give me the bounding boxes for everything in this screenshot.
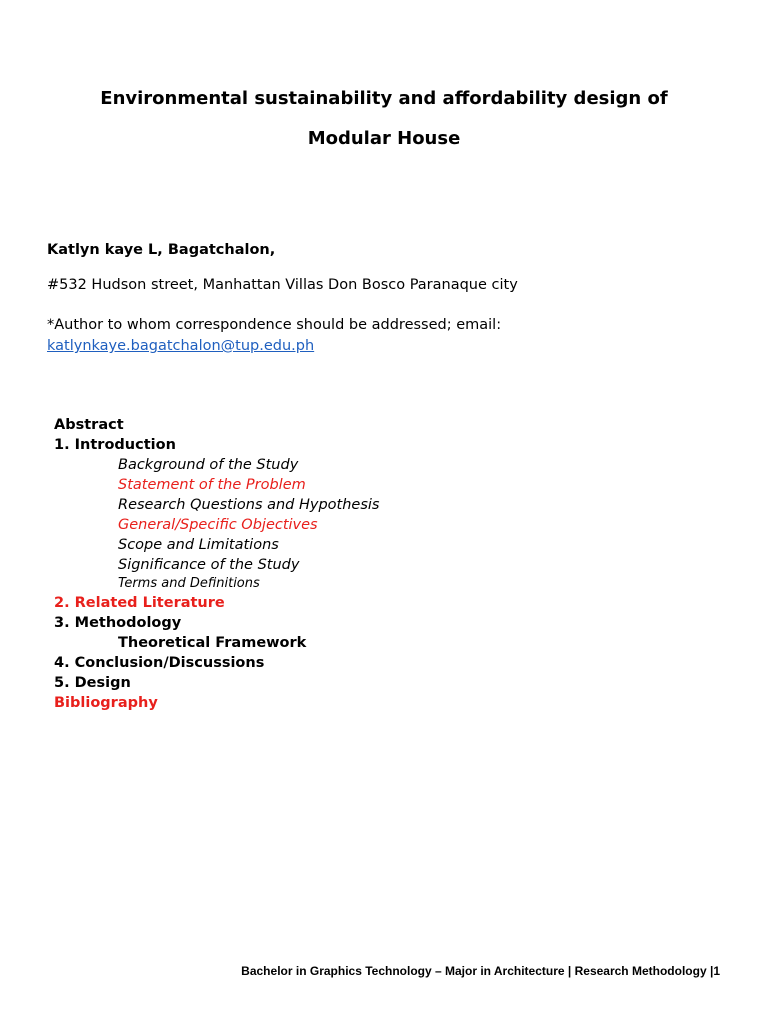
toc-design: 5. Design [54,675,131,691]
toc-introduction: 1. Introduction [54,437,176,453]
author-address: #532 Hudson street, Manhattan Villas Don Bosco Paranaque city [47,277,518,293]
document-title-line-2: Modular House [307,128,461,149]
toc-background: Background of the Study [118,457,299,473]
toc-statement-of-problem: Statement of the Problem [118,477,306,493]
document-title-line-1: Environmental sustainability and affordability design of [100,88,668,109]
toc-research-questions: Research Questions and Hypothesis [118,497,380,513]
toc-significance: Significance of the Study [118,557,300,573]
toc-theoretical-framework: Theoretical Framework [118,635,307,651]
toc-objectives: General/Specific Objectives [118,517,318,533]
page-footer: Bachelor in Graphics Technology – Major in Architecture | Research Methodology |1 [241,964,720,978]
author-email-link[interactable]: katlynkaye.bagatchalon@tup.edu.ph [47,338,315,354]
toc-related-literature: 2. Related Literature [54,595,225,611]
toc-methodology: 3. Methodology [54,615,182,631]
toc-abstract: Abstract [54,417,124,433]
table-of-contents [54,415,654,713]
correspondence-note: *Author to whom correspondence should be addressed; email: [47,317,502,333]
toc-bibliography: Bibliography [54,695,158,711]
author-name: Katlyn kaye L, Bagatchalon, [47,242,276,258]
toc-terms: Terms and Definitions [118,576,260,591]
toc-scope: Scope and Limitations [118,537,279,553]
toc-conclusion: 4. Conclusion/Discussions [54,655,265,671]
